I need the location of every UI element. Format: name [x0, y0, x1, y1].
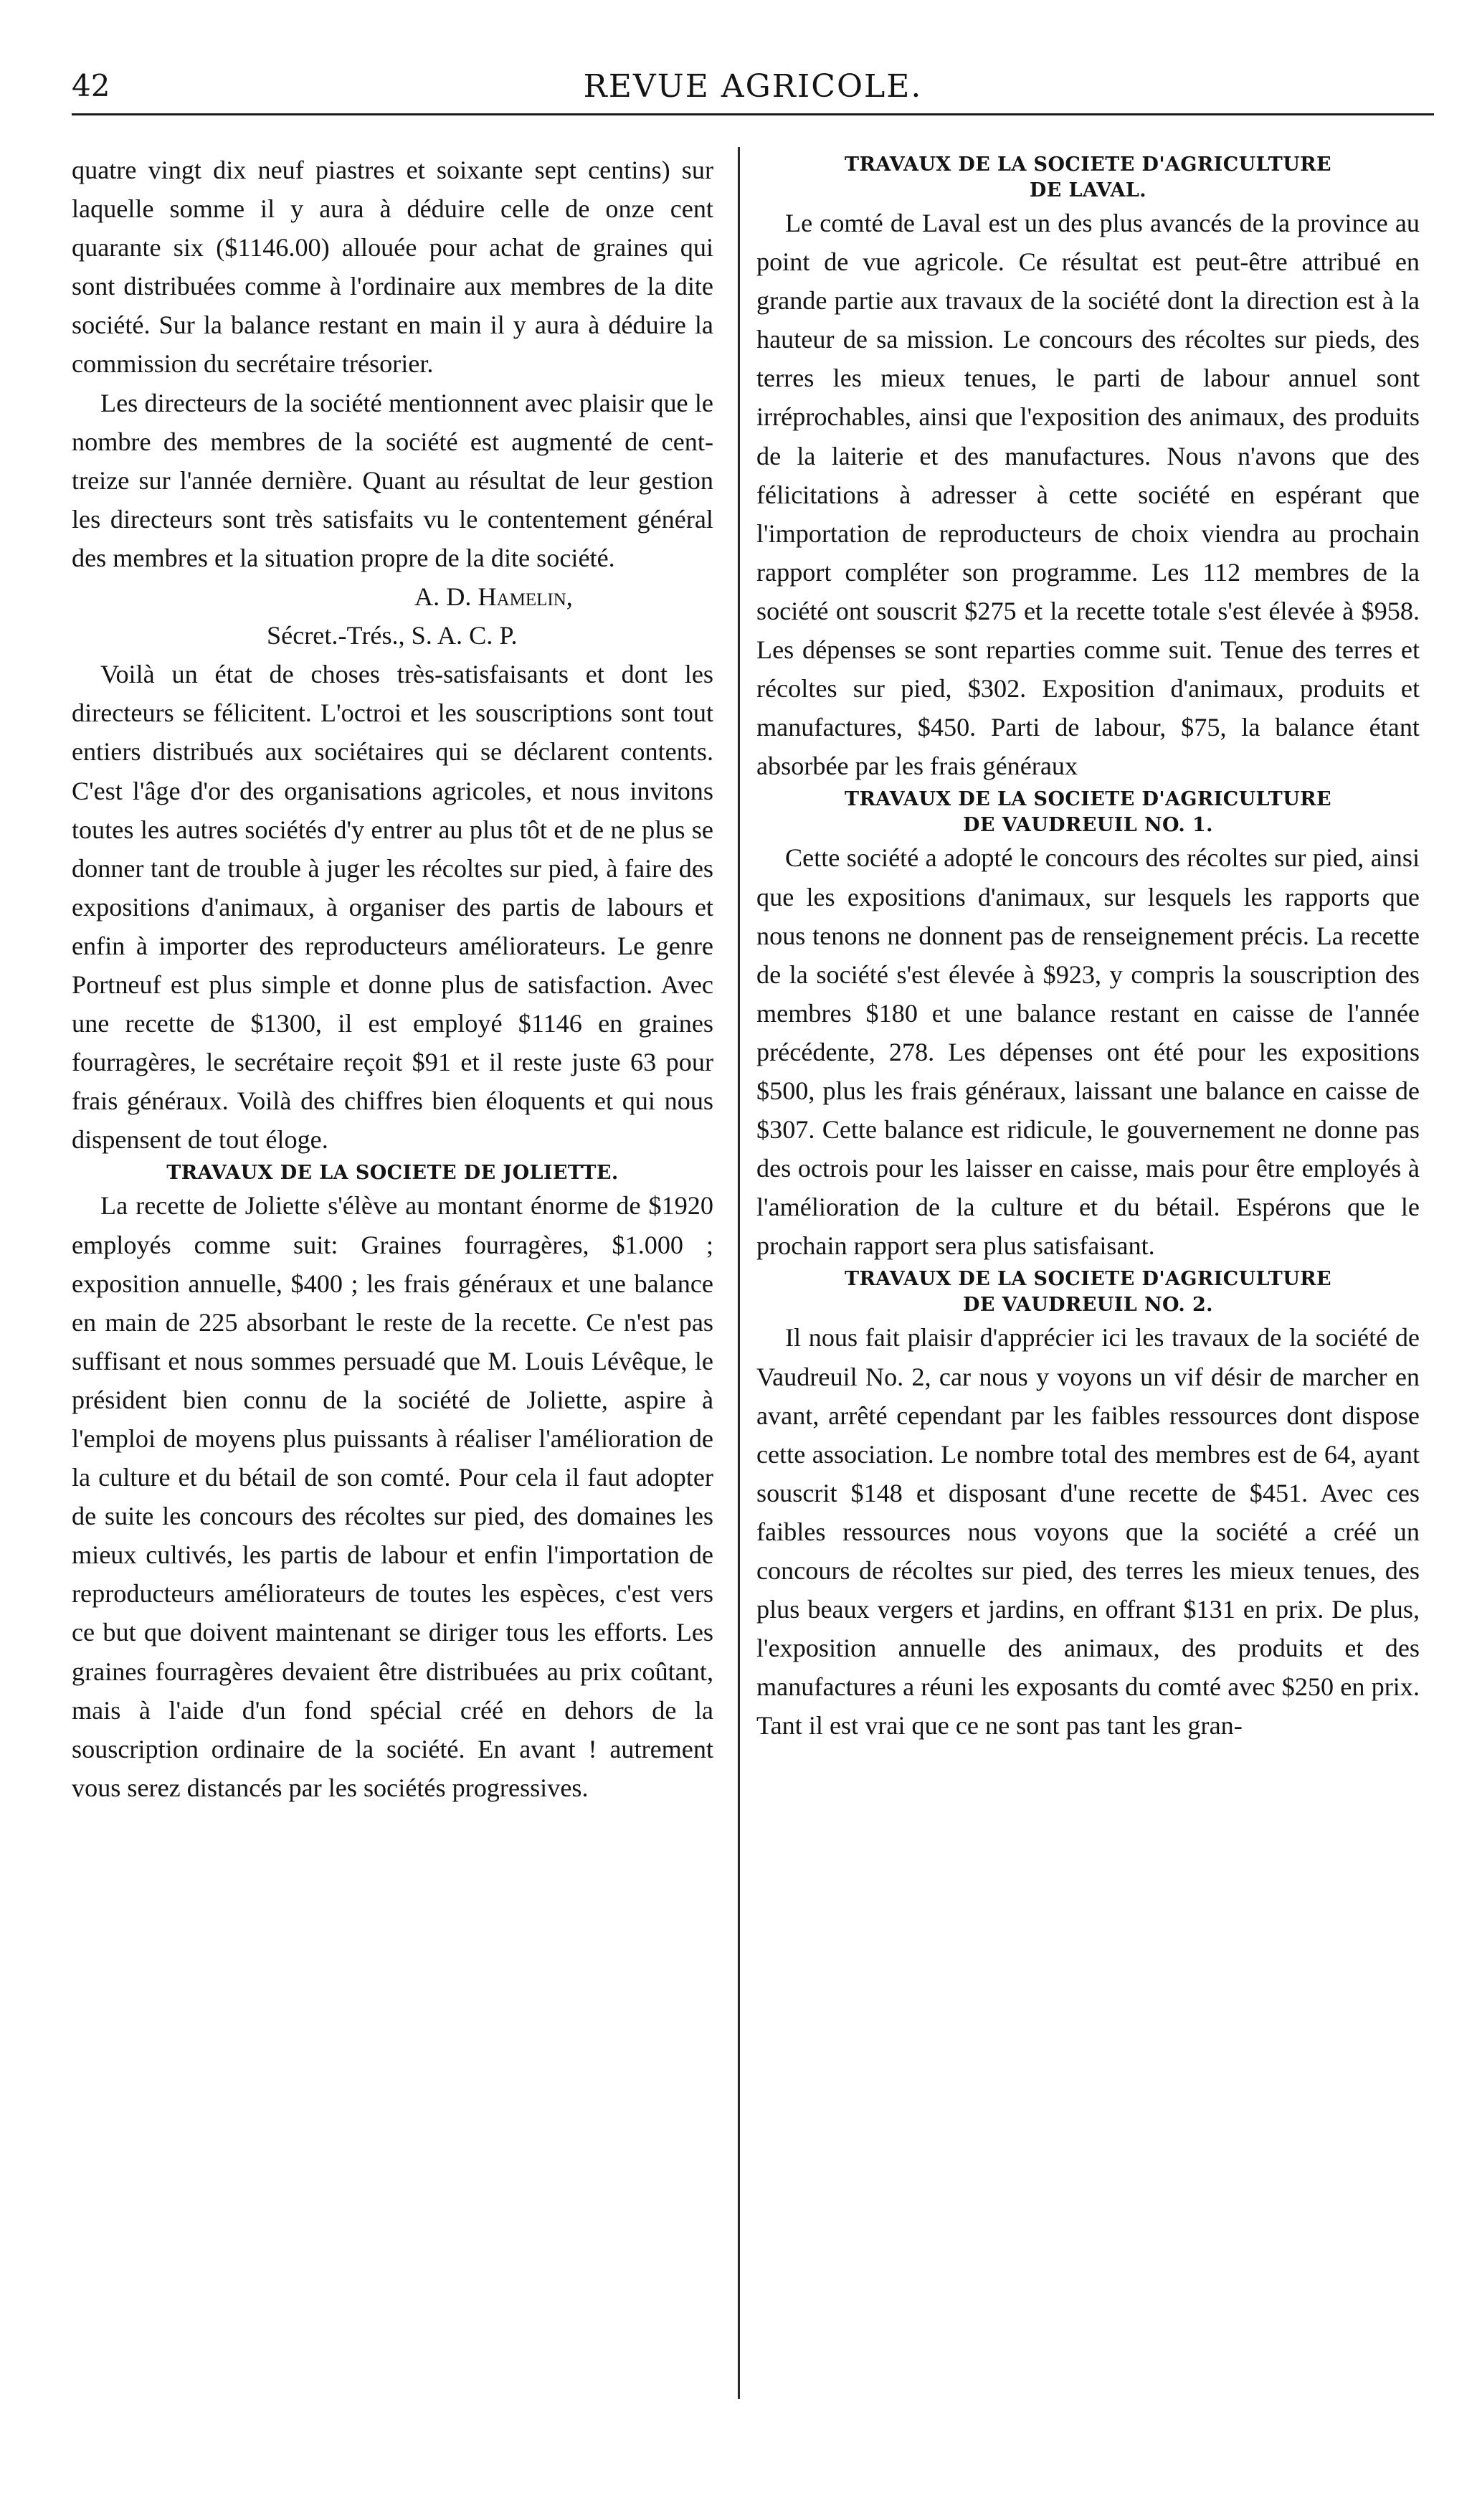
commentary-paragraph: Voilà un état de choses très-satisfaisants et dont les directeurs se félicitent. L'octroi et les souscriptions sont tout entiers distribués aux sociétaires qui se déclarent contents. C'est l'âge d'or des organisations agricoles, et nous invitons toutes les autres sociétés d'y entrer au plus tôt et de ne plus se donner tant de trouble à juger les récoltes sur pied, à faire des expositions d'animaux, à organiser des partis de labours et enfin à importer des reproducteurs améliorateurs. Le genre Portneuf est plus simple et donne plus de satisfaction. Avec une recette de $1300, il est employé $1146 en graines fourragères, le secrétaire reçoit $91 et il reste juste 63 pour frais généraux. Voilà des chiffres bien éloquents et qui nous dispensent de tout éloge. [72, 660, 713, 1155]
continuation-paragraph: quatre vingt dix neuf piastres et soixante sept centins) sur laquelle somme il y aura à déduire celle de onze cent quarante six ($1146.00) allouée pour achat de graines qui sont distribuées comme à l'ordinaire aux membres de la dite société. Sur la balance restant en main il y aura à déduire la commission du secrétaire trésorier. [72, 156, 713, 379]
right-column [756, 151, 1420, 1745]
signature-title: Sécret.-Trés., S. A. C. P. [267, 621, 518, 650]
laval-paragraph: Le comté de Laval est un des plus avancés de la province au point de vue agricole. Ce résultat est peut-être attribué en grande partie aux travaux de la société dont la direction est à la hauteur de sa mission. Le concours des récoltes sur pieds, des terres les mieux tenues, le parti de labour annuel sont irréprochables, ainsi que l'exposition des animaux, des produits de la laiterie et des manufactures. Nous n'avons que des félicitations à adresser à cette société en espérant que l'importation de reproducteurs de choix viendra au prochain rapport compléter son programme. Les 112 membres de la société ont souscrit $275 et la recette totale s'est élevée à $958. Les dépenses se sont reparties comme suit. Tenue des terres et récoltes sur pied, $302. Exposition d'animaux, produits et manufactures, $450. Parti de labour, $75, la balance étant absorbée par les frais généraux [756, 209, 1420, 781]
running-title: REVUE AGRICOLE. [583, 68, 923, 105]
vaudreuil1-paragraph: Cette société a adopté le concours des récoltes sur pied, ainsi que les expositions d'animaux, sur lesquels les rapports que nous tenons ne donnent pas de renseignement précis. La recette de la société s'est élevée à $923, y compris la souscription des membres $180 et une balance restant en caisse de l'année précédente, 278. Les dépenses ont été pour les expositions $500, plus les frais généraux, laissant une balance en caisse de $307. Cette balance est ridicule, le gouvernement ne donne pas des octrois pour les laisser en caisse, mais pour être employés à l'amélioration de la culture et du bétail. Espérons que le prochain rapport sera plus satisfaisant. [756, 843, 1420, 1261]
laval-heading-line-2: DE LAVAL. [1029, 179, 1147, 202]
vaudreuil2-heading [756, 1266, 1420, 1318]
vaudreuil2-paragraph: Il nous fait plaisir d'apprécier ici les travaux de la société de Vaudreuil No. 2, car nous y voyons un vif désir de marcher en avant, arrêté cependant par les faibles ressources dont dispose cette association. Le nombre total des membres est de 64, ayant souscrit $148 et disposant d'une recette de $451. Avec ces faibles ressources nous voyons que la société a créé un concours de récoltes sur pied, des terres les mieux tenues, des plus beaux vergers et jardins, en offrant $131 en prix. De plus, l'exposition annuelle des animaux, des produits et des manufactures a réuni les exposants du comté avec $250 en prix. Tant il est vrai que ce ne sont pas tant les gran- [756, 1323, 1420, 1740]
directors-paragraph: Les directeurs de la société mentionnent avec plaisir que le nombre des membres de la société est augmenté de cent-treize sur l'année dernière. Quant au résultat de leur gestion les directeurs sont très satisfaits vu le contentement général des membres et la situation propre de la dite société. [72, 388, 713, 572]
page-header [72, 68, 1434, 111]
signature-name: A. D. Hamelin, [414, 582, 573, 612]
joliette-paragraph: La recette de Joliette s'élève au montant énorme de $1920 employés comme suit: Graines fourragères, $1.000 ; exposition annuelle, $400 ; les frais généraux et une balance en main de 225 absorbant le reste de la recette. Ce n'est pas suffisant et nous sommes persuadé que M. Louis Lévêque, le président bien connu de la société de Joliette, aspire à l'emploi de moyens plus puissants à réaliser l'amélioration de la culture et du bétail de son comté. Pour cela il faut adopter de suite les concours des récoltes sur pied, des domaines les mieux cultivés, les partis de labour et enfin l'importation de reproducteurs améliorateurs de toutes les espèces, c'est vers ce but que doivent maintenant se diriger tous les efforts. Les graines fourragères devaient être distribuées au prix coûtant, mais à l'aide d'un fond spécial créé en dehors de la souscription ordinaire de la société. En avant ! autrement vous serez distancés par les sociétés progressives. [72, 1191, 713, 1802]
page-number: 42 [72, 68, 110, 103]
vaudreuil1-heading [756, 787, 1420, 838]
vaudreuil2-heading-line-1: TRAVAUX DE LA SOCIETE D'AGRICULTURE [845, 1268, 1331, 1291]
header-rule [72, 113, 1434, 115]
column-divider [738, 147, 740, 2399]
laval-heading-line-1: TRAVAUX DE LA SOCIETE D'AGRICULTURE [845, 153, 1331, 176]
vaudreuil2-heading-line-2: DE VAUDREUIL NO. 2. [963, 1294, 1213, 1317]
joliette-heading-text: TRAVAUX DE LA SOCIETE DE JOLIETTE. [166, 1162, 619, 1185]
joliette-heading [72, 1160, 713, 1186]
laval-heading [756, 152, 1420, 204]
vaudreuil1-heading-line-1: TRAVAUX DE LA SOCIETE D'AGRICULTURE [845, 788, 1331, 811]
vaudreuil1-heading-line-2: DE VAUDREUIL NO. 1. [963, 814, 1213, 837]
left-column [72, 151, 713, 1807]
